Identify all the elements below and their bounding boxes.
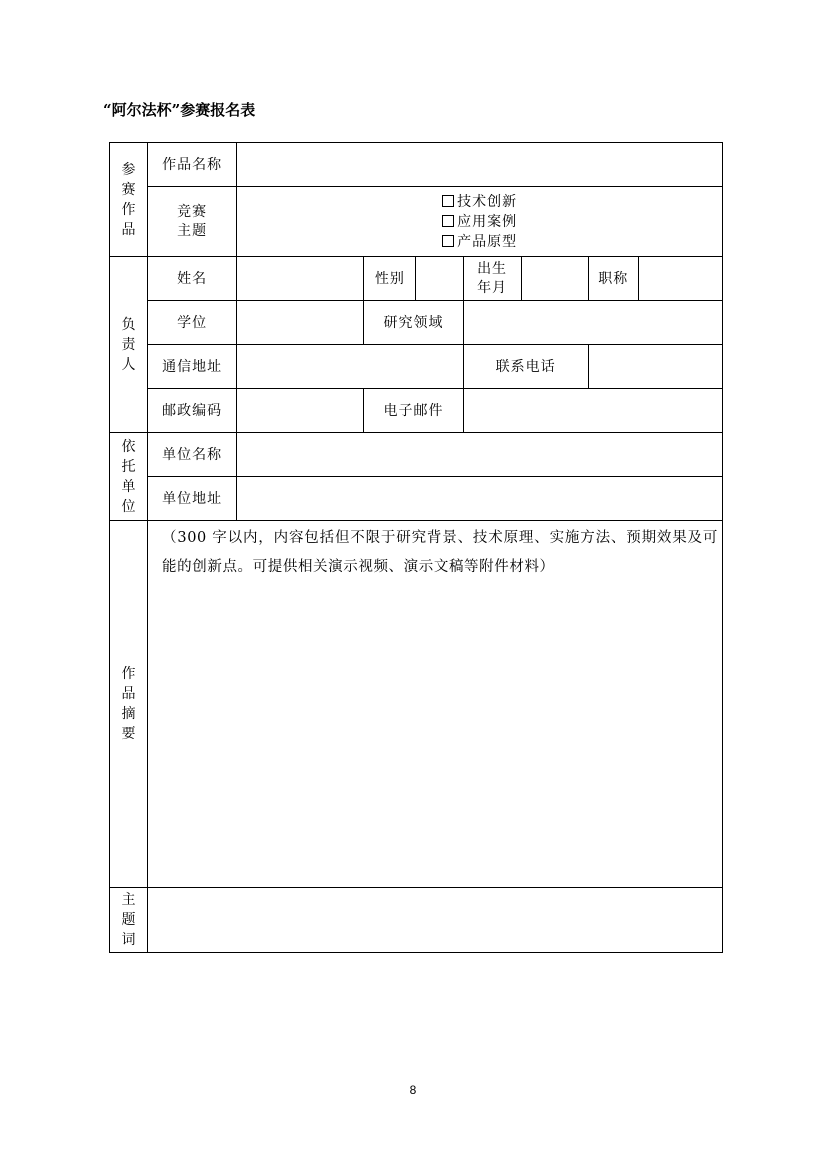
section-label-leader: [110, 257, 148, 433]
abstract-field[interactable]: [148, 521, 723, 888]
section-label-keywords: [110, 888, 148, 953]
theme-option-case[interactable]: 应用案例: [237, 212, 722, 232]
email-label: 电子邮件: [364, 389, 463, 433]
entry-name-field[interactable]: [237, 143, 723, 187]
job-title-label: 职称: [588, 257, 638, 301]
birth-label: [463, 257, 521, 301]
entry-name-label: 作品名称: [148, 143, 237, 187]
research-field-field[interactable]: [463, 301, 722, 345]
phone-label: 联系电话: [463, 345, 588, 389]
leader-name-label: 姓名: [148, 257, 237, 301]
leader-name-field[interactable]: [237, 257, 364, 301]
section-label-char: 依: [121, 438, 136, 455]
section-label-entry: [110, 143, 148, 257]
section-label-abstract-text: [110, 664, 147, 744]
address-label: 通信地址: [148, 345, 237, 389]
section-label-char: 参: [121, 161, 136, 178]
postcode-label: 邮政编码: [148, 389, 237, 433]
section-label-char: 摘: [121, 706, 136, 722]
job-title-field[interactable]: [638, 257, 722, 301]
theme-label-line1: 竞赛: [177, 203, 208, 220]
email-field[interactable]: [463, 389, 722, 433]
keywords-field[interactable]: [148, 888, 723, 953]
birth-label-line1: 出生: [477, 260, 508, 277]
checkbox-icon[interactable]: [442, 195, 454, 207]
org-name-field[interactable]: [237, 433, 723, 477]
section-label-char: 品: [121, 221, 136, 238]
section-label-leader-text: [110, 315, 147, 375]
section-label-char: 单: [121, 478, 136, 495]
theme-label-line2: 主题: [177, 222, 208, 239]
checkbox-icon[interactable]: [442, 215, 454, 227]
theme-option-tech[interactable]: 技术创新: [237, 192, 722, 212]
section-label-char: 位: [121, 498, 136, 515]
theme-options: [237, 187, 723, 257]
section-label-char: 责: [121, 336, 136, 353]
birth-field[interactable]: [521, 257, 588, 301]
section-label-char: 品: [121, 686, 136, 702]
section-label-char: 作: [121, 201, 136, 218]
gender-field[interactable]: [416, 257, 463, 301]
form-title: “阿尔法杯”参赛报名表: [103, 101, 256, 119]
birth-label-line2: 年月: [477, 279, 508, 296]
section-label-char: 赛: [121, 181, 136, 198]
org-name-label: 单位名称: [148, 433, 237, 477]
section-label-char: 词: [121, 932, 136, 948]
org-address-label: 单位地址: [148, 477, 237, 521]
section-label-char: 负: [121, 316, 136, 333]
registration-form: [109, 142, 723, 953]
section-label-char: 题: [121, 912, 136, 928]
section-label-abstract: [110, 521, 148, 888]
section-label-org: [110, 433, 148, 521]
research-field-label: 研究领域: [364, 301, 463, 345]
theme-label: [148, 187, 237, 257]
postcode-field[interactable]: [237, 389, 364, 433]
degree-label: 学位: [148, 301, 237, 345]
section-label-entry-text: [110, 160, 147, 240]
address-field[interactable]: [237, 345, 463, 389]
page-number: 8: [409, 1083, 417, 1097]
section-label-char: 主: [121, 892, 136, 908]
phone-field[interactable]: [588, 345, 722, 389]
section-label-char: 托: [121, 458, 136, 475]
section-label-char: 作: [121, 666, 136, 682]
section-label-char: 人: [121, 356, 136, 373]
section-label-char: 要: [121, 726, 136, 742]
checkbox-icon[interactable]: [442, 235, 454, 247]
degree-field[interactable]: [237, 301, 364, 345]
abstract-hint: （300 字以内，内容包括但不限于研究背景、技术原理、实施方法、预期效果及可能的创新点。可提供相关演示视频、演示文稿等附件材料）: [162, 530, 718, 575]
section-label-keywords-text: [110, 890, 147, 950]
section-label-org-text: [110, 437, 147, 517]
gender-label: 性别: [364, 257, 416, 301]
org-address-field[interactable]: [237, 477, 723, 521]
theme-option-prototype[interactable]: 产品原型: [237, 232, 722, 252]
